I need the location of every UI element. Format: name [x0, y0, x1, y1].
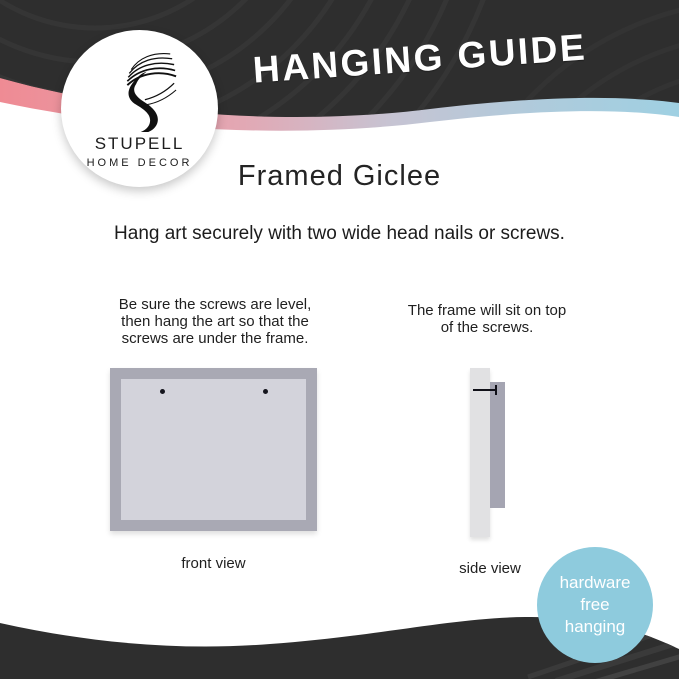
main-instruction: Hang art securely with two wide head nails or screws. [114, 223, 565, 244]
nail-head-icon [160, 389, 165, 394]
hardware-free-badge [537, 547, 653, 663]
page-title: HANGING GUIDE [251, 26, 589, 91]
product-type-heading: Framed Giclee [237, 160, 442, 192]
caption-line: of the screws. [440, 319, 534, 336]
front-view-label: front view [181, 555, 246, 572]
badge-line: hanging [564, 617, 626, 636]
caption-line: The frame will sit on top [407, 302, 567, 319]
side-view-wall [470, 368, 490, 537]
front-view-caption [95, 296, 335, 347]
front-view-diagram [110, 368, 317, 531]
caption-line: Be sure the screws are level, [118, 296, 312, 313]
brand-tagline: HOME DECOR [86, 157, 193, 169]
brand-name: STUPELL [94, 134, 185, 153]
stupell-swirl-icon [101, 48, 179, 132]
nail-head-icon [495, 385, 497, 395]
nail-head-icon [263, 389, 268, 394]
side-view-caption [387, 302, 587, 336]
caption-line: screws are under the frame. [121, 330, 309, 347]
side-view-frame [490, 382, 505, 508]
caption-line: then hang the art so that the [121, 313, 309, 330]
badge-line: free [580, 595, 610, 614]
side-view-label: side view [459, 560, 521, 577]
nail-icon [473, 389, 497, 391]
badge-line: hardware [559, 573, 631, 592]
